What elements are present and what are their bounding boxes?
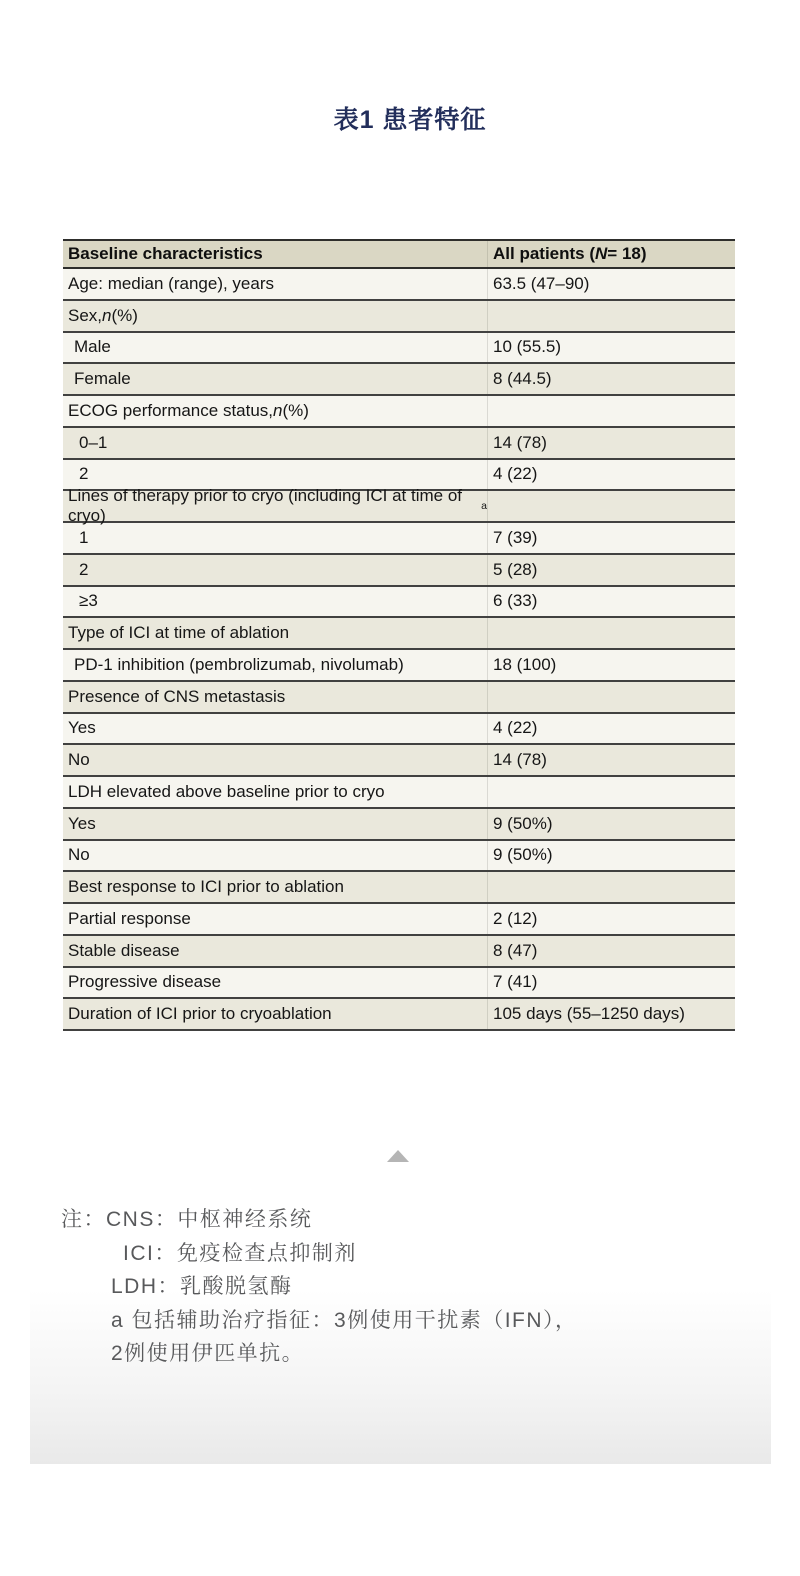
table-header-row [63, 241, 735, 269]
row-value: 18 (100) [487, 650, 735, 680]
header-col-baseline [63, 241, 487, 267]
footnote-line: 2例使用伊匹单抗。 [111, 1342, 305, 1366]
text-segment: Male [74, 337, 111, 357]
table-row [63, 396, 735, 428]
row-value: 8 (44.5) [487, 364, 735, 394]
table-row [63, 682, 735, 714]
text-segment: Lines of therapy prior to cryo (including ICI at time of cryo) [68, 486, 463, 526]
table-row [63, 333, 735, 365]
row-value: 4 (22) [487, 460, 735, 490]
row-label [63, 904, 487, 934]
text-segment: Yes [68, 718, 96, 738]
row-value: 14 (78) [487, 745, 735, 775]
table-body [63, 269, 735, 1031]
footnote-line: a 包括辅助治疗指征：3例使用干扰素（IFN）， [111, 1308, 578, 1332]
row-label [63, 872, 487, 902]
text-segment: All patients ( [493, 244, 596, 263]
row-value [487, 618, 735, 648]
row-label [63, 745, 487, 775]
text-segment: 0–1 [79, 432, 108, 452]
text-segment: Sex, [68, 305, 103, 325]
text-segment: (%) [282, 400, 309, 420]
footnote-line: LDH：乳酸脱氢酶 [111, 1275, 293, 1299]
table-row [63, 269, 735, 301]
table-row [63, 650, 735, 682]
row-label [63, 650, 487, 680]
table-row [63, 618, 735, 650]
text-segment: ≥3 [79, 591, 98, 611]
table-row [63, 428, 735, 460]
text-segment: n [102, 305, 112, 325]
row-label [63, 777, 487, 807]
text-segment: No [68, 750, 90, 770]
text-segment: LDH elevated above baseline prior to cryo [68, 781, 385, 801]
row-value: 63.5 (47–90) [487, 269, 735, 299]
row-value [487, 872, 735, 902]
row-value: 7 (39) [487, 523, 735, 553]
table-row [63, 486, 735, 526]
row-value: 14 (78) [487, 428, 735, 458]
table-row [63, 809, 735, 841]
row-value [487, 491, 735, 521]
table-row [63, 301, 735, 333]
row-label: Lines of therapy prior to cryo (including ICI at time of cryo) a [68, 486, 487, 526]
row-label [63, 587, 487, 617]
row-value [487, 396, 735, 426]
text-segment: N [595, 244, 608, 263]
table-row [63, 745, 735, 777]
row-label [63, 809, 487, 839]
footnote-line: 注：CNS：中枢神经系统 [61, 1208, 313, 1231]
text-segment: 1 [79, 527, 89, 547]
table-row [63, 968, 735, 1000]
table-row [63, 872, 735, 904]
table-row [63, 936, 735, 968]
row-value: 5 (28) [487, 555, 735, 585]
baseline-characteristics-table [63, 239, 735, 1031]
row-label [63, 714, 487, 744]
row-label [63, 523, 487, 553]
text-segment: PD-1 inhibition (pembrolizumab, nivolumab) [74, 654, 404, 674]
text-segment: Age: median (range), years [68, 273, 274, 293]
text-segment: = 18) [607, 244, 647, 263]
row-value [487, 682, 735, 712]
row-value: 6 (33) [487, 587, 735, 617]
table-row [63, 841, 735, 873]
row-value: 4 (22) [487, 714, 735, 744]
table-title: 表1 患者特征 [333, 106, 487, 134]
text-segment: Yes [68, 813, 96, 833]
text-segment: Stable disease [68, 940, 180, 960]
row-label [63, 428, 487, 458]
text-segment: Baseline characteristics [68, 244, 263, 263]
row-label [63, 999, 487, 1029]
footnote-line: ICI：免疫检查点抑制剂 [123, 1241, 357, 1265]
row-label [63, 968, 487, 998]
text-segment: (%) [111, 305, 138, 325]
row-label [63, 618, 487, 648]
row-label [63, 364, 487, 394]
text-segment: 2 [79, 464, 89, 484]
text-segment: Female [74, 369, 131, 389]
table-row [63, 587, 735, 619]
table-row [63, 777, 735, 809]
row-label [63, 301, 487, 331]
row-value: 9 (50%) [487, 809, 735, 839]
row-value: 105 days (55–1250 days) [487, 999, 735, 1029]
table-row [63, 555, 735, 587]
text-segment: Partial response [68, 908, 191, 928]
row-label [63, 460, 487, 490]
row-value [487, 301, 735, 331]
row-value: 2 (12) [487, 904, 735, 934]
row-label [63, 333, 487, 363]
table-row [63, 714, 735, 746]
collapse-triangle-icon[interactable] [387, 1150, 409, 1162]
table-row [63, 364, 735, 396]
row-label [63, 555, 487, 585]
header-col-all-patients [487, 241, 735, 267]
table-row [63, 999, 735, 1031]
text-segment: ECOG performance status, [68, 400, 274, 420]
text-segment: 2 [79, 559, 89, 579]
row-value: 9 (50%) [487, 841, 735, 871]
footnotes-block [61, 1203, 751, 1371]
row-value: 7 (41) [487, 968, 735, 998]
row-label [63, 396, 487, 426]
row-label [63, 682, 487, 712]
row-value: 10 (55.5) [487, 333, 735, 363]
row-label [63, 841, 487, 871]
text-segment: Duration of ICI prior to cryoablation [68, 1004, 332, 1024]
text-segment: Type of ICI at time of ablation [68, 623, 290, 643]
text-segment: Best response to ICI prior to ablation [68, 877, 344, 897]
table-row [63, 904, 735, 936]
row-value [487, 777, 735, 807]
text-segment: n [273, 400, 283, 420]
row-label [63, 936, 487, 966]
text-segment: No [68, 845, 90, 865]
row-label [63, 269, 487, 299]
text-segment: Presence of CNS metastasis [68, 686, 286, 706]
text-segment: Progressive disease [68, 972, 222, 992]
table-row [63, 523, 735, 555]
row-value: 8 (47) [487, 936, 735, 966]
